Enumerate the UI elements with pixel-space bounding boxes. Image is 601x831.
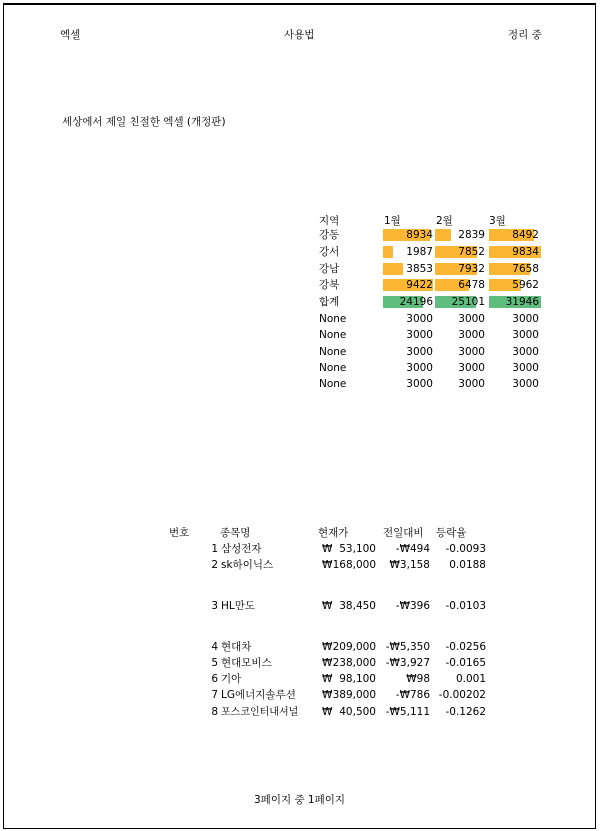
page-footer: 3페이지 중 1페이지 bbox=[254, 794, 346, 806]
databar bbox=[383, 263, 403, 275]
cell-value: 5962 bbox=[512, 279, 539, 291]
region-row-label: 강동 bbox=[319, 229, 340, 241]
stock-header-no: 번호 bbox=[169, 527, 190, 539]
databar-cell bbox=[435, 245, 487, 259]
cell-value: 7852 bbox=[458, 246, 485, 258]
cell-value: 3000 bbox=[512, 362, 539, 374]
stock-no: 5 bbox=[211, 657, 218, 669]
region-row-label: 강서 bbox=[319, 246, 340, 258]
currency-symbol: ₩ bbox=[322, 559, 333, 571]
sheet-subtitle: 세상에서 제일 친절한 엑셀 (개정판) bbox=[62, 116, 226, 128]
value-cell bbox=[435, 328, 487, 342]
stock-rate: -0.1262 bbox=[445, 706, 486, 718]
databar-cell bbox=[383, 262, 435, 276]
value-cell bbox=[435, 345, 487, 359]
databar-cell bbox=[489, 228, 541, 242]
stock-diff: ₩98 bbox=[406, 673, 430, 685]
stock-price: 40,500 bbox=[339, 706, 376, 718]
region-row-label: None bbox=[319, 329, 347, 341]
stock-no: 6 bbox=[211, 673, 218, 685]
cell-value: 3000 bbox=[458, 329, 485, 341]
stock-name: 포스코인터내셔널 bbox=[221, 707, 299, 718]
value-cell bbox=[489, 345, 541, 359]
value-cell bbox=[489, 377, 541, 391]
databar-cell bbox=[383, 228, 435, 242]
currency-symbol: ₩ bbox=[322, 706, 333, 718]
databar-cell bbox=[489, 278, 541, 292]
stock-no: 4 bbox=[211, 641, 218, 653]
stock-name: 현대모비스 bbox=[221, 657, 272, 669]
stock-price: 53,100 bbox=[339, 543, 376, 555]
databar-cell bbox=[383, 245, 435, 259]
stock-no: 7 bbox=[211, 689, 218, 701]
stock-price: 238,000 bbox=[332, 657, 376, 669]
region-row-label: None bbox=[319, 378, 347, 390]
cell-value: 3000 bbox=[458, 313, 485, 325]
cell-value: 3000 bbox=[512, 313, 539, 325]
cell-value: 3000 bbox=[458, 378, 485, 390]
currency-symbol: ₩ bbox=[322, 657, 333, 669]
cell-value: 3000 bbox=[406, 313, 433, 325]
value-cell bbox=[435, 361, 487, 375]
cell-value: 31946 bbox=[505, 296, 539, 308]
value-cell bbox=[383, 328, 435, 342]
cell-value: 3000 bbox=[512, 378, 539, 390]
region-row-label: 강남 bbox=[319, 263, 340, 275]
stock-no: 8 bbox=[211, 706, 218, 718]
value-cell bbox=[489, 328, 541, 342]
stock-no: 3 bbox=[211, 600, 218, 612]
stock-price: 168,000 bbox=[332, 559, 376, 571]
stock-price: 98,100 bbox=[339, 673, 376, 685]
region-header-feb: 2월 bbox=[436, 215, 453, 227]
databar bbox=[383, 246, 393, 258]
stock-diff: -₩3,927 bbox=[385, 657, 430, 669]
header-right: 정리 중 bbox=[508, 29, 542, 41]
value-cell bbox=[435, 377, 487, 391]
region-row-label: None bbox=[319, 313, 347, 325]
cell-value: 3000 bbox=[458, 346, 485, 358]
value-cell bbox=[435, 312, 487, 326]
value-cell bbox=[383, 377, 435, 391]
stock-price: 389,000 bbox=[332, 689, 376, 701]
stock-name: 삼성전자 bbox=[221, 543, 262, 555]
stock-rate: -0.0165 bbox=[445, 657, 486, 669]
stock-diff: -₩494 bbox=[395, 543, 430, 555]
stock-price: 38,450 bbox=[339, 600, 376, 612]
stock-rate: 0.0188 bbox=[449, 559, 486, 571]
stock-rate: -0.00202 bbox=[438, 689, 486, 701]
stock-no: 1 bbox=[211, 543, 218, 555]
cell-value: 1987 bbox=[406, 246, 433, 258]
databar-cell bbox=[383, 278, 435, 292]
stock-diff: ₩3,158 bbox=[389, 559, 430, 571]
cell-value: 7932 bbox=[458, 263, 485, 275]
databar-cell bbox=[435, 278, 487, 292]
region-header-region: 지역 bbox=[319, 215, 340, 227]
cell-value: 7658 bbox=[512, 263, 539, 275]
stock-diff: -₩396 bbox=[395, 600, 430, 612]
databar-cell bbox=[489, 262, 541, 276]
value-cell bbox=[383, 345, 435, 359]
cell-value: 3000 bbox=[406, 378, 433, 390]
stock-header-name: 종목명 bbox=[220, 527, 251, 539]
stock-price: 209,000 bbox=[332, 641, 376, 653]
header-left: 엑셀 bbox=[60, 29, 81, 41]
region-header-jan: 1월 bbox=[384, 215, 401, 227]
cell-value: 24196 bbox=[399, 296, 433, 308]
cell-value: 3000 bbox=[406, 346, 433, 358]
stock-header-price: 현재가 bbox=[318, 527, 349, 539]
value-cell bbox=[489, 312, 541, 326]
cell-value: 2839 bbox=[458, 229, 485, 241]
stock-name: HL만도 bbox=[221, 600, 256, 612]
stock-diff: -₩5,350 bbox=[385, 641, 430, 653]
stock-name: 현대차 bbox=[221, 641, 252, 653]
databar-cell bbox=[435, 228, 487, 242]
databar-cell bbox=[489, 245, 541, 259]
cell-value: 3000 bbox=[512, 346, 539, 358]
stock-header-rate: 등락율 bbox=[436, 527, 467, 539]
databar bbox=[435, 229, 451, 241]
region-row-label: None bbox=[319, 362, 347, 374]
header-center: 사용법 bbox=[284, 29, 315, 41]
cell-value: 25101 bbox=[451, 296, 485, 308]
region-row-label: 강북 bbox=[319, 279, 340, 291]
cell-value: 6478 bbox=[458, 279, 485, 291]
stock-header-diff: 전일대비 bbox=[383, 527, 424, 539]
region-header-mar: 3월 bbox=[489, 215, 506, 227]
stock-name: sk하이닉스 bbox=[221, 559, 274, 571]
cell-value: 9834 bbox=[512, 246, 539, 258]
stock-name: 기아 bbox=[221, 673, 242, 685]
currency-symbol: ₩ bbox=[322, 543, 333, 555]
cell-value: 9422 bbox=[406, 279, 433, 291]
value-cell bbox=[383, 361, 435, 375]
region-row-label: None bbox=[319, 346, 347, 358]
stock-rate: -0.0093 bbox=[445, 543, 486, 555]
total-cell bbox=[383, 295, 435, 309]
cell-value: 3853 bbox=[406, 263, 433, 275]
value-cell bbox=[489, 361, 541, 375]
cell-value: 3000 bbox=[406, 362, 433, 374]
stock-rate: 0.001 bbox=[455, 673, 486, 685]
cell-value: 3000 bbox=[406, 329, 433, 341]
currency-symbol: ₩ bbox=[322, 689, 333, 701]
cell-value: 3000 bbox=[458, 362, 485, 374]
value-cell bbox=[383, 312, 435, 326]
cell-value: 3000 bbox=[512, 329, 539, 341]
stock-no: 2 bbox=[211, 559, 218, 571]
total-cell bbox=[435, 295, 487, 309]
total-cell bbox=[489, 295, 541, 309]
currency-symbol: ₩ bbox=[322, 673, 333, 685]
region-total-label: 합계 bbox=[319, 296, 340, 308]
stock-rate: -0.0256 bbox=[445, 641, 486, 653]
currency-symbol: ₩ bbox=[322, 600, 333, 612]
cell-value: 8934 bbox=[406, 229, 433, 241]
databar-cell bbox=[435, 262, 487, 276]
cell-value: 8492 bbox=[512, 229, 539, 241]
stock-rate: -0.0103 bbox=[445, 600, 486, 612]
stock-diff: -₩5,111 bbox=[385, 706, 430, 718]
stock-diff: -₩786 bbox=[395, 689, 430, 701]
stock-name: LG에너지솔루션 bbox=[221, 689, 296, 701]
currency-symbol: ₩ bbox=[322, 641, 333, 653]
